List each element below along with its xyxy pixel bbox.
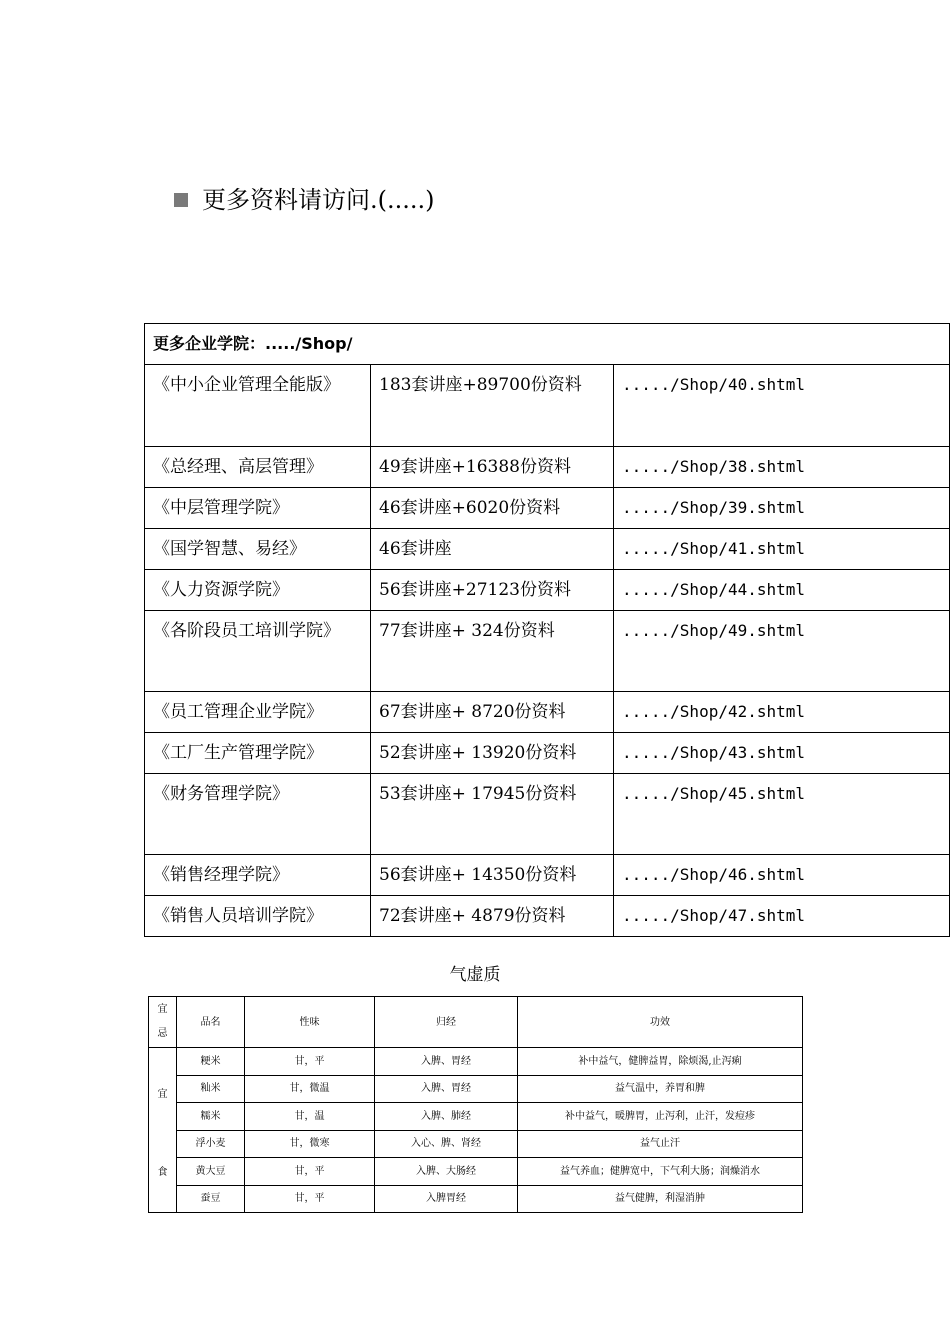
heading-text: 更多资料请访问.(.....)	[202, 186, 435, 214]
course-link[interactable]: ...../Shop/46.shtml	[614, 855, 950, 896]
table-row	[149, 1158, 803, 1186]
food-effect: 益气健脾，利湿消肿	[518, 1185, 803, 1213]
table-row	[149, 1130, 803, 1158]
course-link[interactable]: ...../Shop/45.shtml	[614, 774, 950, 855]
food-meridian: 入脾、胃经	[375, 1075, 518, 1103]
course-name: 《员工管理企业学院》	[145, 692, 371, 733]
col-header-effect: 功效	[518, 997, 803, 1048]
yiji-label: 宜食	[149, 1048, 177, 1213]
table-row	[145, 447, 950, 488]
food-table	[148, 996, 803, 1213]
food-meridian: 入脾、大肠经	[375, 1158, 518, 1186]
table-row	[145, 896, 950, 937]
table-row	[145, 365, 950, 447]
course-content: 72套讲座+ 4879份资料	[371, 896, 614, 937]
food-meridian: 入脾胃经	[375, 1185, 518, 1213]
course-link[interactable]: ...../Shop/40.shtml	[614, 365, 950, 447]
course-content: 183套讲座+89700份资料	[371, 365, 614, 447]
course-link[interactable]: ...../Shop/41.shtml	[614, 529, 950, 570]
food-taste: 甘，温	[245, 1103, 375, 1131]
food-name: 黄大豆	[177, 1158, 245, 1186]
table-row	[149, 1185, 803, 1213]
food-taste: 甘，微温	[245, 1075, 375, 1103]
table-row	[145, 855, 950, 896]
course-name: 《销售经理学院》	[145, 855, 371, 896]
course-name: 《各阶段员工培训学院》	[145, 611, 371, 692]
course-name: 《总经理、高层管理》	[145, 447, 371, 488]
course-content: 53套讲座+ 17945份资料	[371, 774, 614, 855]
square-bullet-icon	[174, 193, 188, 207]
course-link[interactable]: ...../Shop/47.shtml	[614, 896, 950, 937]
course-link[interactable]: ...../Shop/49.shtml	[614, 611, 950, 692]
course-content: 52套讲座+ 13920份资料	[371, 733, 614, 774]
table-row	[145, 570, 950, 611]
food-taste: 甘，平	[245, 1048, 375, 1076]
table-row	[149, 1075, 803, 1103]
course-name: 《人力资源学院》	[145, 570, 371, 611]
course-name: 《中小企业管理全能版》	[145, 365, 371, 447]
food-meridian: 入心、脾、肾经	[375, 1130, 518, 1158]
food-taste: 甘，平	[245, 1158, 375, 1186]
table-row	[149, 1103, 803, 1131]
course-content: 46套讲座	[371, 529, 614, 570]
food-meridian: 入脾、肺经	[375, 1103, 518, 1131]
table-row	[145, 733, 950, 774]
table-row	[145, 611, 950, 692]
table-row	[149, 1048, 803, 1076]
course-content: 56套讲座+ 14350份资料	[371, 855, 614, 896]
table-row	[145, 488, 950, 529]
course-link[interactable]: ...../Shop/43.shtml	[614, 733, 950, 774]
course-link[interactable]: ...../Shop/42.shtml	[614, 692, 950, 733]
course-name: 《中层管理学院》	[145, 488, 371, 529]
food-name: 籼米	[177, 1075, 245, 1103]
course-link[interactable]: ...../Shop/39.shtml	[614, 488, 950, 529]
food-effect: 益气温中，养胃和脾	[518, 1075, 803, 1103]
course-link[interactable]: ...../Shop/38.shtml	[614, 447, 950, 488]
table-row	[145, 692, 950, 733]
col-header-yiji: 宜忌	[149, 997, 177, 1048]
food-taste: 甘，平	[245, 1185, 375, 1213]
course-name: 《销售人员培训学院》	[145, 896, 371, 937]
food-name: 糯米	[177, 1103, 245, 1131]
food-name: 浮小麦	[177, 1130, 245, 1158]
course-content: 46套讲座+6020份资料	[371, 488, 614, 529]
course-link[interactable]: ...../Shop/44.shtml	[614, 570, 950, 611]
shop-table	[144, 323, 950, 937]
course-name: 《国学智慧、易经》	[145, 529, 371, 570]
food-effect: 补中益气，暖脾胃，止泻利，止汗，发痘疹	[518, 1103, 803, 1131]
food-name: 蚕豆	[177, 1185, 245, 1213]
col-header-name: 品名	[177, 997, 245, 1048]
course-content: 77套讲座+ 324份资料	[371, 611, 614, 692]
col-header-meridian: 归经	[375, 997, 518, 1048]
course-name: 《工厂生产管理学院》	[145, 733, 371, 774]
table-header-row	[149, 997, 803, 1048]
table-row	[145, 529, 950, 570]
food-effect: 益气止汗	[518, 1130, 803, 1158]
page-heading	[174, 183, 435, 217]
table-row	[145, 774, 950, 855]
course-content: 67套讲座+ 8720份资料	[371, 692, 614, 733]
course-content: 49套讲座+16388份资料	[371, 447, 614, 488]
col-header-taste: 性味	[245, 997, 375, 1048]
food-taste: 甘，微寒	[245, 1130, 375, 1158]
shop-table-header: 更多企业学院：...../Shop/	[145, 324, 950, 365]
course-content: 56套讲座+27123份资料	[371, 570, 614, 611]
section-title: 气虚质	[449, 965, 501, 985]
food-effect: 补中益气，健脾益胃，除烦渴,止泻痢	[518, 1048, 803, 1076]
food-name: 粳米	[177, 1048, 245, 1076]
course-name: 《财务管理学院》	[145, 774, 371, 855]
food-meridian: 入脾、胃经	[375, 1048, 518, 1076]
food-effect: 益气养血；健脾宽中，下气利大肠；润燥消水	[518, 1158, 803, 1186]
